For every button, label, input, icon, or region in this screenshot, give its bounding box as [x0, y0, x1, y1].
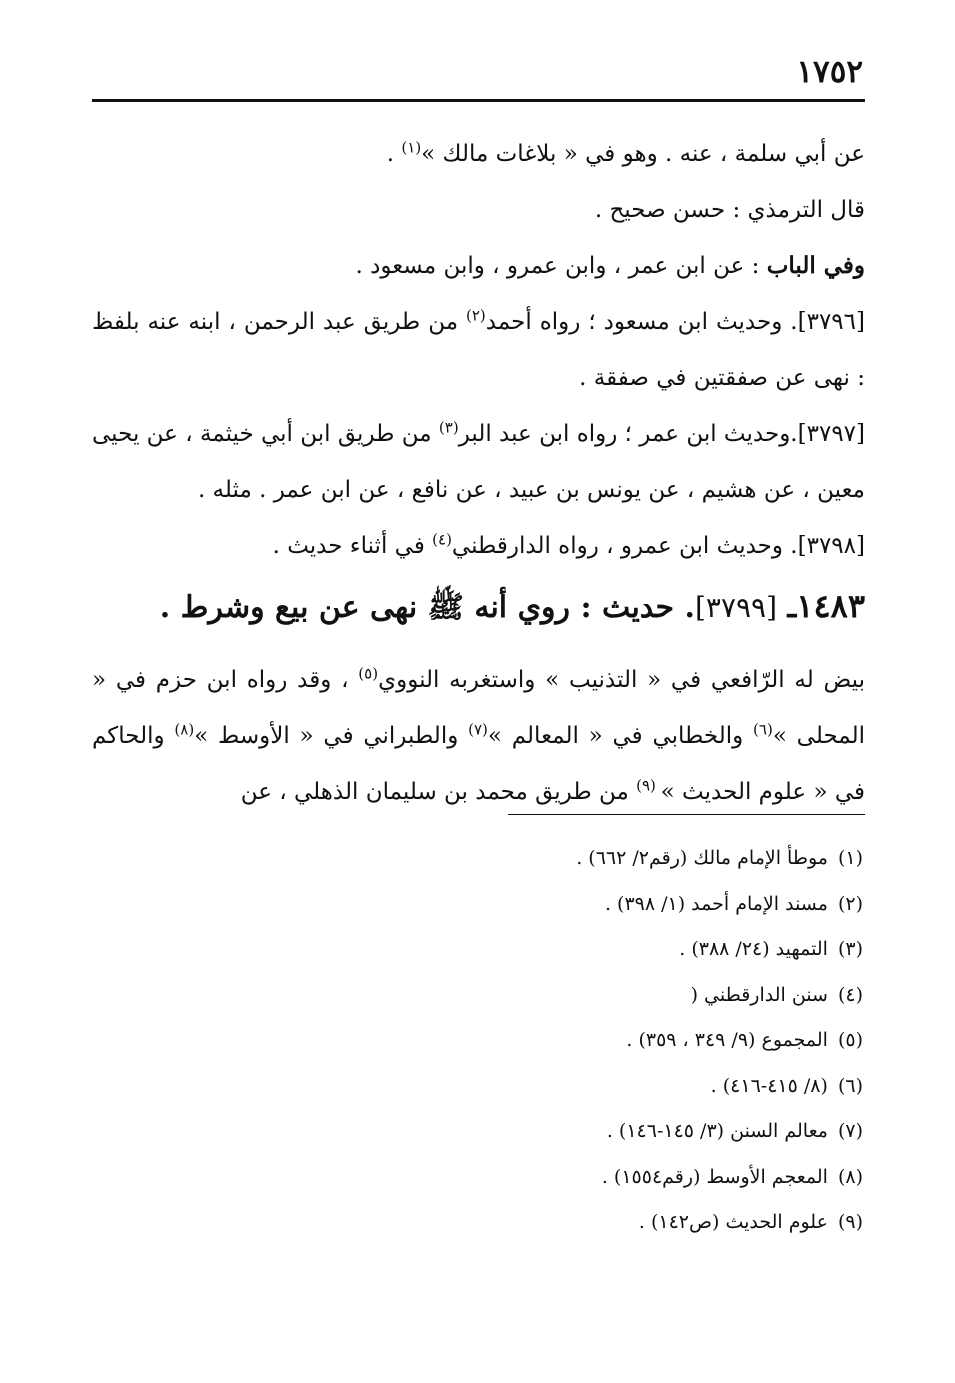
paragraph [92, 652, 865, 820]
footnote-marker: (٢) [466, 306, 486, 325]
footnote [90, 1018, 863, 1064]
footnote [90, 836, 863, 882]
footnote-text: المعجم الأوسط (رقم١٥٥٤) . [601, 1165, 828, 1188]
footnote-number: (٨) [837, 1165, 863, 1188]
text-segment: قال الترمذي : حسن صحيح . [594, 197, 865, 223]
footnote-text: (٨/ ٤١٥-٤١٦) . [710, 1074, 828, 1097]
footnotes [90, 836, 863, 1246]
footnote [90, 927, 863, 973]
footnote [90, 1064, 863, 1110]
text-segment: [٣٧٩٧].وحديث ابن عمر ؛ رواه ابن عبد البر [458, 421, 866, 447]
page-number: ١٧٥٢ [796, 54, 863, 90]
footnote-text: التمهيد (٢٤/ ٣٨٨) . [679, 938, 828, 960]
text-segment: بيض له الرّافعي في « التذنيب » واستغربه النووي [378, 667, 865, 693]
footnote-number: (٩) [837, 1211, 863, 1233]
text-segment: عن أبي سلمة ، عنه . وهو في « بلاغات مالك » [421, 141, 865, 167]
footnote-number: (٢) [837, 892, 863, 915]
text-segment: من طريق محمد بن سليمان الذهلي ، عن [240, 779, 637, 805]
text-segment: من طريق عبد الرحمن ، ابنه عنه بلفظ : نهى عن صفقتين في صفقة . [92, 309, 865, 391]
footnote-marker: (٤) [432, 530, 452, 549]
footnote-number: (٥) [837, 1029, 863, 1051]
text-segment: في أثناء حديث . [272, 533, 433, 559]
footnote-number: (٦) [837, 1074, 863, 1097]
paragraph [92, 182, 865, 238]
footnote-number: (١) [837, 847, 863, 869]
footnote-marker: (٣) [438, 418, 459, 437]
text-segment: . [386, 141, 402, 167]
text-segment: من طريق ابن أبي خيثمة ، عن يحيى معين ، عن هشيم ، عن يونس بن عبيد ، عن نافع ، عن ابن عمر . مثله . [92, 421, 865, 503]
footnote [90, 1200, 863, 1246]
footnote-marker: (٥) [358, 664, 379, 683]
hadith-heading [92, 582, 865, 632]
footnote-marker: (١) [401, 138, 422, 157]
text-segment: والخطابي في « المعالم » [487, 723, 754, 749]
footnote-text: موطأ الإمام مالك (رقم٢/ ٦٦٢) . [576, 847, 828, 869]
hadith-reference: [٣٧٩٩] [694, 591, 778, 624]
main-text-bottom [92, 652, 865, 820]
text-segment: وفي الباب [766, 252, 865, 279]
text-segment: [٣٧٩٦]. وحديث ابن مسعود ؛ رواه أحمد [485, 309, 865, 335]
heading-dash: ـ [777, 590, 797, 625]
paragraph [92, 126, 865, 182]
footnote-text: سنن الدارقطني ( [690, 983, 828, 1006]
heading-text: حديث : روي أنه ﷺ نهى عن بيع وشرط . [159, 590, 675, 625]
heading-dot: . [674, 590, 695, 625]
main-text-top [92, 126, 865, 574]
text-segment: والحاكم في « علوم الحديث » [92, 723, 865, 805]
footnote-marker: (٨) [174, 720, 195, 739]
hadith-number: ١٤٨٣ [796, 587, 865, 625]
text-segment: [٣٧٩٨]. وحديث ابن عمرو ، رواه الدارقطني [451, 533, 865, 559]
text-segment: : عن ابن عمر ، وابن عمرو ، وابن مسعود . [355, 253, 767, 279]
header-rule [92, 99, 865, 102]
footnote-marker: (٩) [636, 776, 661, 795]
footnote-marker: (٧) [468, 720, 488, 739]
footnote-text: معالم السنن (٣/ ١٤٥-١٤٦) . [606, 1120, 828, 1142]
text-segment: ، وقد رواه ابن حزم في « المحلى » [92, 667, 865, 749]
text-segment: والطبراني في « الأوسط » [194, 723, 469, 749]
footnote-number: (٤) [837, 983, 863, 1006]
footnote-marker: (٦) [753, 720, 773, 739]
footnote [90, 882, 863, 928]
footnote [90, 1155, 863, 1201]
footnote-rule [508, 814, 865, 815]
paragraph [92, 294, 865, 406]
paragraph [92, 406, 865, 518]
footnote-number: (٧) [837, 1120, 863, 1142]
paragraph [92, 238, 865, 294]
footnote-number: (٣) [837, 938, 863, 960]
footnote-text: المجموع (٩/ ٣٤٩ ، ٣٥٩) . [626, 1029, 828, 1051]
footnote-text: مسند الإمام أحمد (١/ ٣٩٨) . [604, 892, 828, 915]
footnote [90, 1109, 863, 1155]
footnote [90, 973, 863, 1019]
paragraph [92, 518, 865, 574]
footnote-text: علوم الحديث (ص١٤٢) . [638, 1211, 828, 1233]
